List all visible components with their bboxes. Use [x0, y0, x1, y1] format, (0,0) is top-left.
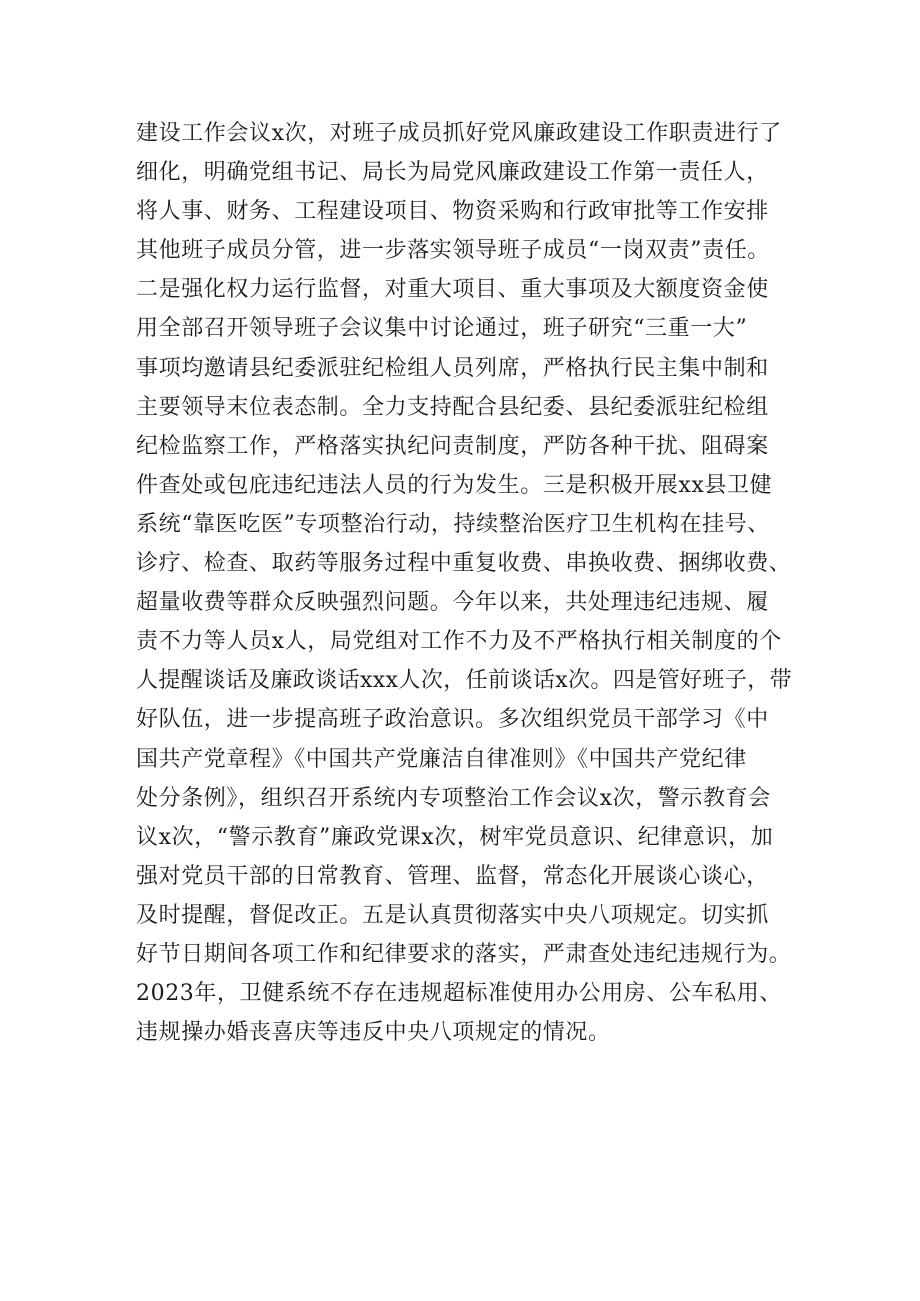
text-line: 处分条例》，组织召开系统内专项整治工作会议x次，警示教育会 — [136, 785, 771, 811]
text-line: 责不力等人员x人，局党组对工作不力及不严格执行相关制度的个 — [136, 629, 782, 655]
text-line: 件查处或包庇违纪违法人员的行为发生。三是积极开展xx县卫健 — [136, 472, 773, 498]
text-line: 人提醒谈话及廉政谈话xxx人次，任前谈话x次。四是管好班子，带 — [136, 668, 793, 694]
text-line: 超量收费等群众反映强烈问题。今年以来，共处理违纪违规、履 — [136, 590, 769, 616]
text-line: 诊疗、检查、取药等服务过程中重复收费、串换收费、捆绑收费、 — [136, 551, 792, 577]
text-line: 2023年，卫健系统不存在违规超标准使用办公用房、公车私用、 — [136, 981, 782, 1007]
text-line: 细化，明确党组书记、局长为局党风廉政建设工作第一责任人， — [136, 160, 769, 186]
text-line: 将人事、财务、工程建设项目、物资采购和行政审批等工作安排 — [136, 199, 769, 225]
text-line: 议x次，“警示教育”廉政党课x次，树牢党员意识、纪律意识，加 — [136, 824, 774, 850]
text-line: 及时提醒，督促改正。五是认真贯彻落实中央八项规定。切实抓 — [136, 902, 769, 928]
text-line: 好节日期间各项工作和纪律要求的落实，严肃查处违纪违规行为。 — [136, 941, 792, 967]
text-line: 系统“靠医吃医”专项整治行动，持续整治医疗卫生机构在挂号、 — [136, 511, 770, 537]
text-line: 违规操办婚丧喜庆等违反中央八项规定的情况。 — [136, 1020, 611, 1046]
text-line: 其他班子成员分管，进一步落实领导班子成员“一岗双责”责任。 — [136, 238, 770, 264]
body-paragraph — [136, 114, 796, 1052]
text-line: 好队伍，进一步提高班子政治意识。多次组织党员干部学习《中 — [136, 707, 769, 733]
text-line: 二是强化权力运行监督，对重大项目、重大事项及大额度资金使 — [136, 277, 769, 303]
text-line: 强对党员干部的日常教育、管理、监督，常态化开展谈心谈心， — [136, 863, 769, 889]
text-line: 建设工作会议x次，对班子成员抓好党风廉政建设工作职责进行了 — [136, 121, 782, 146]
text-line: 国共产党章程》《中国共产党廉洁自律准则》《中国共产党纪律 — [136, 746, 747, 772]
text-line: 纪检监察工作，严格落实执纪问责制度，严防各种干扰、阻碍案 — [136, 433, 769, 459]
text-line: 事项均邀请县纪委派驻纪检组人员列席，严格执行民主集中制和 — [136, 355, 769, 381]
text-line: 主要领导末位表态制。全力支持配合县纪委、县纪委派驻纪检组 — [136, 394, 769, 420]
text-line: 用全部召开领导班子会议集中讨论通过，班子研究“三重一大” — [136, 316, 748, 342]
